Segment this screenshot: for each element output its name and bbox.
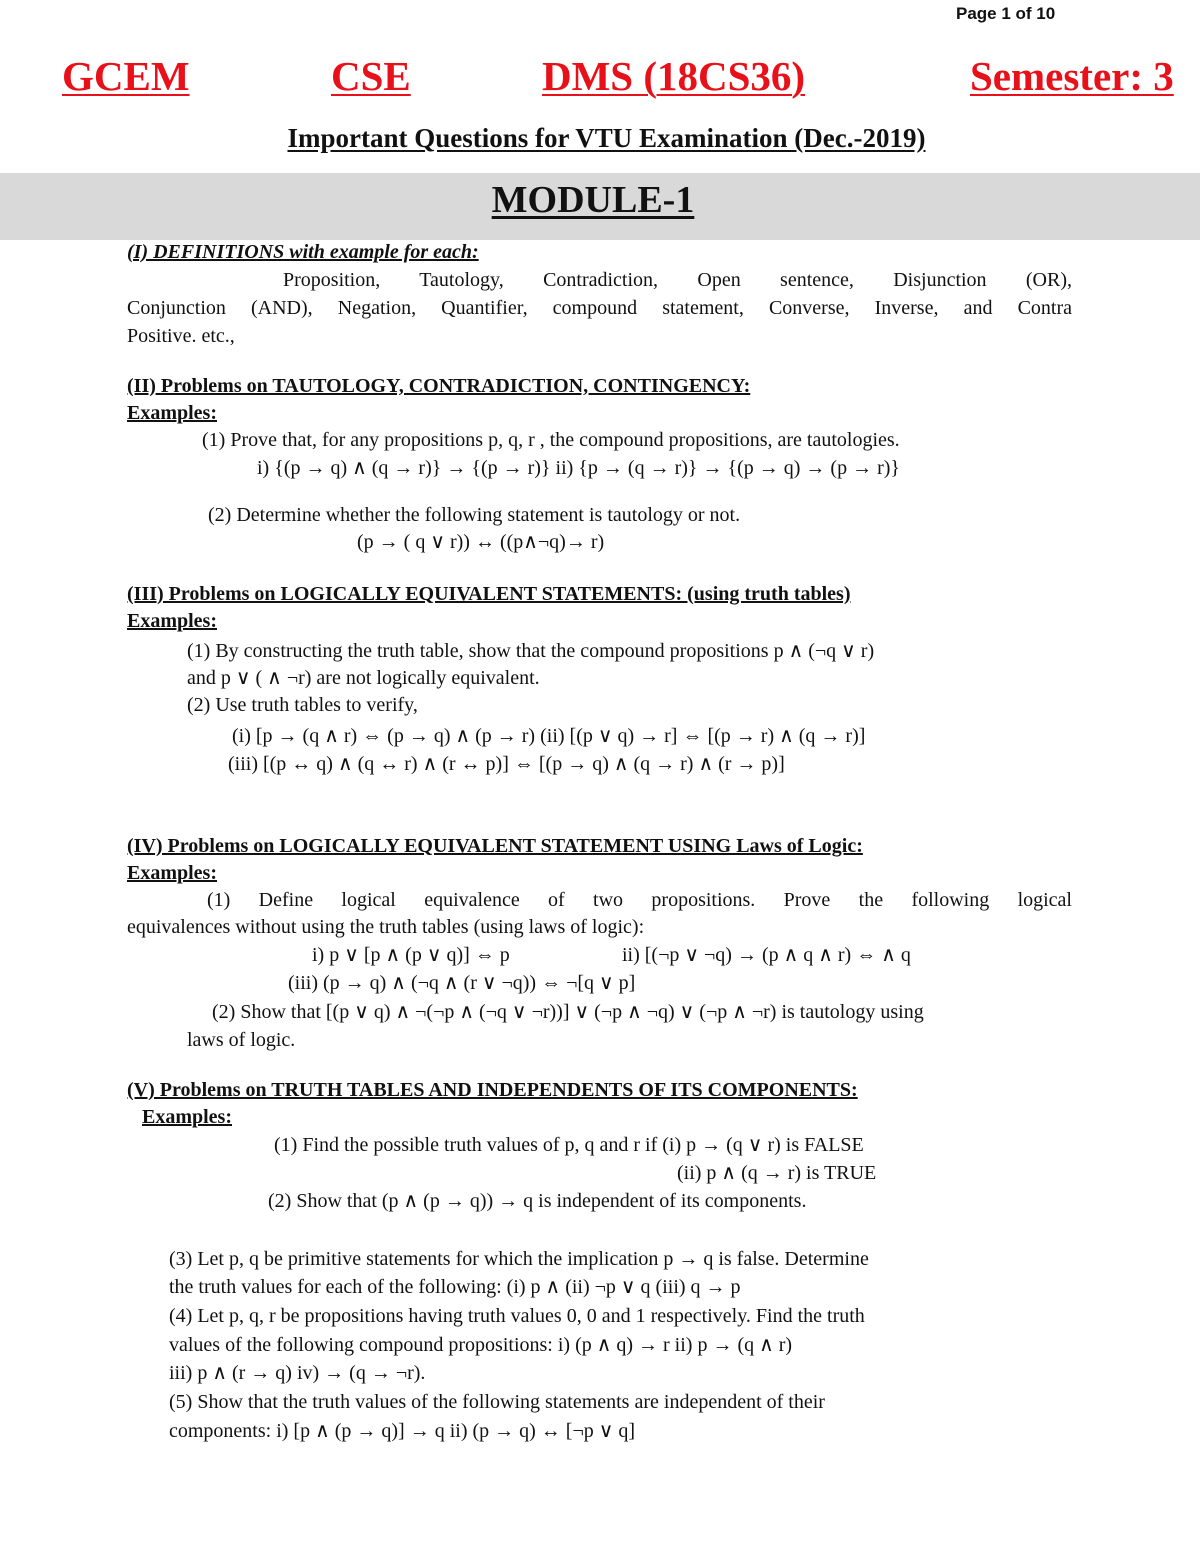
page-number: Page 1 of 10 [956,4,1056,23]
subject-code: DMS (18CS36) [542,53,806,99]
formula-line: (iii) (p → q) ∧ (¬q ∧ (r ∨ ¬q)) ⇔ ¬[q ∨ p] [288,972,636,994]
text-line: Proposition, Tautology, Contradiction, Open sentence, Disjunction (OR), [283,269,1072,291]
module-title: MODULE-1 [491,179,695,221]
text-line: (4) Let p, q, r be propositions having truth values 0, 0 and 1 respectively. Find the truth [169,1305,865,1327]
text-line: (2) Determine whether the following statement is tautology or not. [208,504,741,526]
text-line: (2) Show that (p ∧ (p → q)) → q is independent of its components. [268,1190,807,1212]
formula-line: (i) [p → (q ∧ r) ⇔ (p → q) ∧ (p → r) (ii) [(p ∨ q) → r] ⇔ [(p → r) ∧ (q → r)] [232,725,866,747]
semester-label: Semester: 3 [970,53,1174,99]
text-line: components: i) [p ∧ (p → q)] → q ii) (p → q) ↔ [¬p ∨ q] [169,1420,636,1442]
section-heading: (III) Problems on LOGICALLY EQUIVALENT STATEMENTS: (using truth tables) [127,583,851,605]
text-line: iii) p ∧ (r → q) iv) → (q → ¬r). [169,1362,426,1384]
text-line: (2) Show that [(p ∨ q) ∧ ¬(¬p ∧ (¬q ∨ ¬r))] ∨ (¬p ∧ ¬q) ∨ (¬p ∧ ¬r) is tautology using [212,1001,924,1023]
text-line: laws of logic. [187,1029,296,1051]
formula-line: ii) [(¬p ∨ ¬q) → (p ∧ q ∧ r) ⇔ ∧ q [622,944,911,966]
examples-label: Examples: [127,610,217,632]
text-line: (1) Prove that, for any propositions p, q, r , the compound propositions, are tautologies. [202,429,900,451]
text-line: Positive. etc., [127,325,235,347]
formula-line: i) {(p → q) ∧ (q → r)} → {(p → r)} ii) {p → (q → r)} → {(p → q) → (p → r)} [257,457,900,479]
formula-line: (iii) [(p ↔ q) ∧ (q ↔ r) ∧ (r ↔ p)] ⇔ [(p → q) ∧ (q → r) ∧ (r → p)] [228,753,785,775]
examples-label: Examples: [142,1106,232,1128]
text-line: equivalences without using the truth tables (using laws of logic): [127,916,645,938]
text-line: (ii) p ∧ (q → r) is TRUE [677,1162,877,1184]
text-line: (1) Find the possible truth values of p, q and r if (i) p → (q ∨ r) is FALSE [274,1134,864,1156]
text-line: (5) Show that the truth values of the following statements are independent of their [169,1391,825,1413]
text-line: (3) Let p, q be primitive statements for which the implication p → q is false. Determine [169,1248,869,1270]
department-name: CSE [331,53,411,99]
college-name: GCEM [62,53,190,99]
section-heading: (V) Problems on TRUTH TABLES AND INDEPENDENTS OF ITS COMPONENTS: [127,1079,858,1101]
section-heading: (IV) Problems on LOGICALLY EQUIVALENT STATEMENT USING Laws of Logic: [127,835,863,857]
text-line: (2) Use truth tables to verify, [187,694,418,716]
section-heading: (I) DEFINITIONS with example for each: [127,241,479,263]
section-heading: (II) Problems on TAUTOLOGY, CONTRADICTION, CONTINGENCY: [127,375,751,397]
text-line: and p ∨ ( ∧ ¬r) are not logically equivalent. [187,667,540,689]
text-line: (1) By constructing the truth table, show that the compound propositions p ∧ (¬q ∨ r) [187,640,875,662]
document-subtitle: Important Questions for VTU Examination (Dec.-2019) [287,123,926,153]
examples-label: Examples: [127,862,217,884]
document-header [0,52,1200,102]
text-line: values of the following compound propositions: i) (p ∧ q) → r ii) p → (q ∧ r) [169,1334,793,1356]
text-line: Conjunction (AND), Negation, Quantifier, compound statement, Converse, Inverse, and Contra [127,297,1072,319]
formula-line: (p → ( q ∨ r)) ↔ ((p∧¬q)→ r) [357,531,605,553]
text-line: (1) Define logical equivalence of two propositions. Prove the following logical [207,889,1072,911]
formula-line: i) p ∨ [p ∧ (p ∨ q)] ⇔ p [312,944,510,966]
text-line: the truth values for each of the following: (i) p ∧ (ii) ¬p ∨ q (iii) q → p [169,1276,741,1298]
examples-label: Examples: [127,402,217,424]
